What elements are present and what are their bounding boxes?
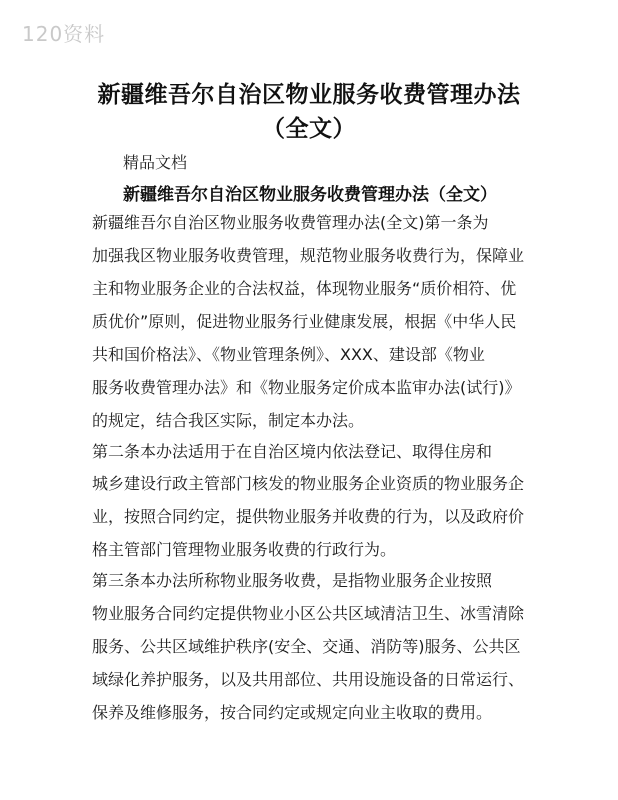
- body-line: 业，按照合同约定，提供物业服务并收费的行为，以及政府价: [92, 507, 525, 526]
- body-line: 的规定，结合我区实际，制定本办法。: [92, 411, 365, 430]
- body-line: 保养及维修服务，按合同约定或规定向业主收取的费用。: [92, 703, 493, 722]
- body-line: 服务、公共区域维护秩序(安全、交通、消防等)服务、公共区: [92, 637, 521, 656]
- body-line: 质优价”原则，促进物业服务行业健康发展，根据《中华人民: [92, 312, 517, 331]
- document-subheading: 新疆维吾尔自治区物业服务收费管理办法（全文）: [123, 185, 497, 205]
- body-line: 物业服务合同约定提供物业小区公共区域清洁卫生、冰雪清除: [92, 604, 525, 623]
- document-title-suffix: （全文）: [262, 115, 356, 142]
- body-line: 城乡建设行政主管部门核发的物业服务企业资质的物业服务企: [92, 474, 525, 493]
- body-line: 第三条本办法所称物业服务收费，是指物业服务企业按照: [92, 571, 493, 590]
- body-line: 加强我区物业服务收费管理，规范物业服务收费行为，保障业: [92, 246, 525, 265]
- document-label: 精品文档: [123, 153, 188, 172]
- body-line: 主和物业服务企业的合法权益，体现物业服务“质价相符、优: [92, 279, 517, 298]
- watermark: 120资料: [22, 22, 106, 46]
- document-title: 新疆维吾尔自治区物业服务收费管理办法: [97, 81, 521, 108]
- body-line: 第二条本办法适用于在自治区境内依法登记、取得住房和: [92, 442, 493, 461]
- body-line: 新疆维吾尔自治区物业服务收费管理办法(全文)第一条为: [92, 213, 489, 232]
- body-line: 共和国价格法》、《物业管理条例》、XXX、建设部《物业: [92, 345, 485, 364]
- body-line: 格主管部门管理物业服务收费的行政行为。: [92, 540, 397, 559]
- body-line: 域绿化养护服务，以及共用部位、共用设施设备的日常运行、: [92, 670, 525, 689]
- body-line: 服务收费管理办法》和《物业服务定价成本监审办法(试行)》: [92, 378, 521, 397]
